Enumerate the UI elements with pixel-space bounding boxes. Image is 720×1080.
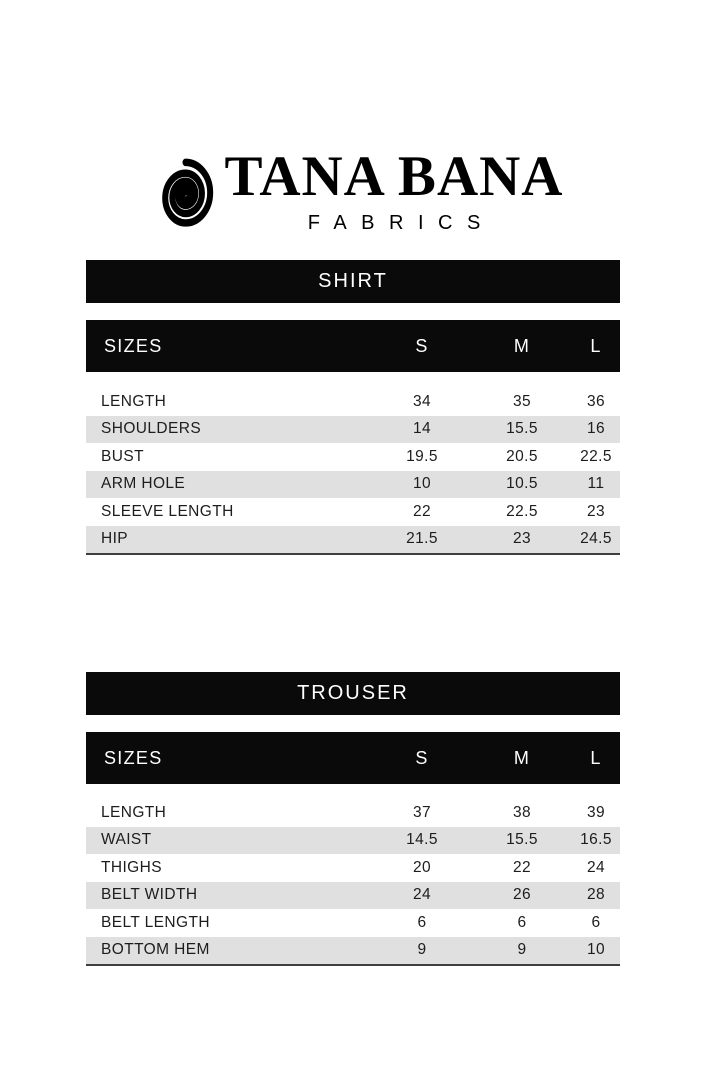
table-row (86, 443, 620, 471)
table-row (86, 937, 620, 965)
measurement-value-m: 35 (512, 392, 532, 410)
measurement-value-l: 16 (586, 420, 606, 438)
measurement-label: LENGTH (101, 803, 167, 821)
measurement-value-m: 10.5 (506, 475, 538, 493)
measurement-label: HIP (101, 530, 129, 548)
table-row (86, 909, 620, 937)
measurement-value-l: 39 (586, 803, 606, 821)
brand-wordmark (224, 145, 564, 235)
measurement-value-l: 28 (586, 886, 606, 904)
column-header-l: L (590, 335, 602, 356)
measurement-value-l: 6 (591, 913, 601, 931)
measurement-value-s: 14 (412, 420, 432, 438)
trouser-sizes-header (86, 732, 620, 784)
table-row (86, 882, 620, 910)
measurement-label: LENGTH (101, 392, 167, 410)
measurement-value-l: 23 (586, 502, 606, 520)
measurement-value-s: 37 (412, 803, 432, 821)
brand-logo (0, 145, 720, 235)
measurement-value-s: 34 (412, 392, 432, 410)
sizes-label: SIZES (104, 747, 163, 768)
measurement-value-m: 20.5 (506, 447, 538, 465)
table-row (86, 388, 620, 416)
measurement-value-s: 21.5 (406, 530, 438, 548)
measurement-value-l: 16.5 (580, 831, 612, 849)
shirt-table-title: SHIRT (86, 260, 620, 303)
table-row (86, 854, 620, 882)
brand-name: TANA BANA (224, 145, 564, 208)
spiral-icon (157, 157, 214, 227)
measurement-value-l: 24.5 (580, 530, 612, 548)
measurement-value-m: 23 (512, 530, 532, 548)
measurement-label: BOTTOM HEM (101, 941, 210, 959)
brand-subtitle: FABRICS (307, 212, 495, 234)
measurement-value-m: 22 (512, 858, 532, 876)
measurement-value-m: 26 (512, 886, 532, 904)
measurement-value-l: 11 (587, 475, 605, 493)
measurement-value-m: 15.5 (506, 831, 538, 849)
measurement-value-l: 22.5 (580, 447, 612, 465)
measurement-value-s: 6 (417, 913, 427, 931)
measurement-label: BUST (101, 447, 144, 465)
column-header-m: M (513, 747, 531, 768)
measurement-value-s: 20 (412, 858, 432, 876)
measurement-value-s: 22 (412, 502, 432, 520)
measurement-value-s: 14.5 (406, 831, 438, 849)
measurement-value-s: 10 (412, 475, 432, 493)
table-row (86, 799, 620, 827)
column-header-s: S (415, 747, 429, 768)
column-header-s: S (415, 335, 429, 356)
measurement-value-l: 36 (586, 392, 606, 410)
measurement-value-l: 10 (586, 941, 606, 959)
trouser-measurements-table (86, 799, 620, 966)
measurement-label: BELT WIDTH (101, 886, 198, 904)
measurement-value-m: 15.5 (506, 420, 538, 438)
shirt-sizes-header (86, 320, 620, 372)
sizes-label: SIZES (104, 335, 163, 356)
measurement-label: SHOULDERS (101, 420, 202, 438)
measurement-value-s: 9 (417, 941, 427, 959)
measurement-label: THIGHS (101, 858, 162, 876)
measurement-label: ARM HOLE (101, 475, 186, 493)
measurement-value-s: 24 (412, 886, 432, 904)
measurement-value-m: 6 (517, 913, 527, 931)
table-row (86, 416, 620, 444)
shirt-measurements-table (86, 388, 620, 555)
table-row (86, 827, 620, 855)
column-header-l: L (590, 747, 602, 768)
measurement-value-l: 24 (586, 858, 606, 876)
measurement-value-m: 22.5 (506, 502, 538, 520)
trouser-table-title: TROUSER (86, 672, 620, 715)
measurement-value-m: 9 (517, 941, 527, 959)
measurement-label: SLEEVE LENGTH (101, 502, 234, 520)
column-header-m: M (513, 335, 531, 356)
measurement-label: WAIST (101, 831, 152, 849)
measurement-value-m: 38 (512, 803, 532, 821)
table-row (86, 498, 620, 526)
table-row (86, 471, 620, 499)
measurement-label: BELT LENGTH (101, 913, 210, 931)
table-row (86, 526, 620, 554)
measurement-value-s: 19.5 (406, 447, 438, 465)
